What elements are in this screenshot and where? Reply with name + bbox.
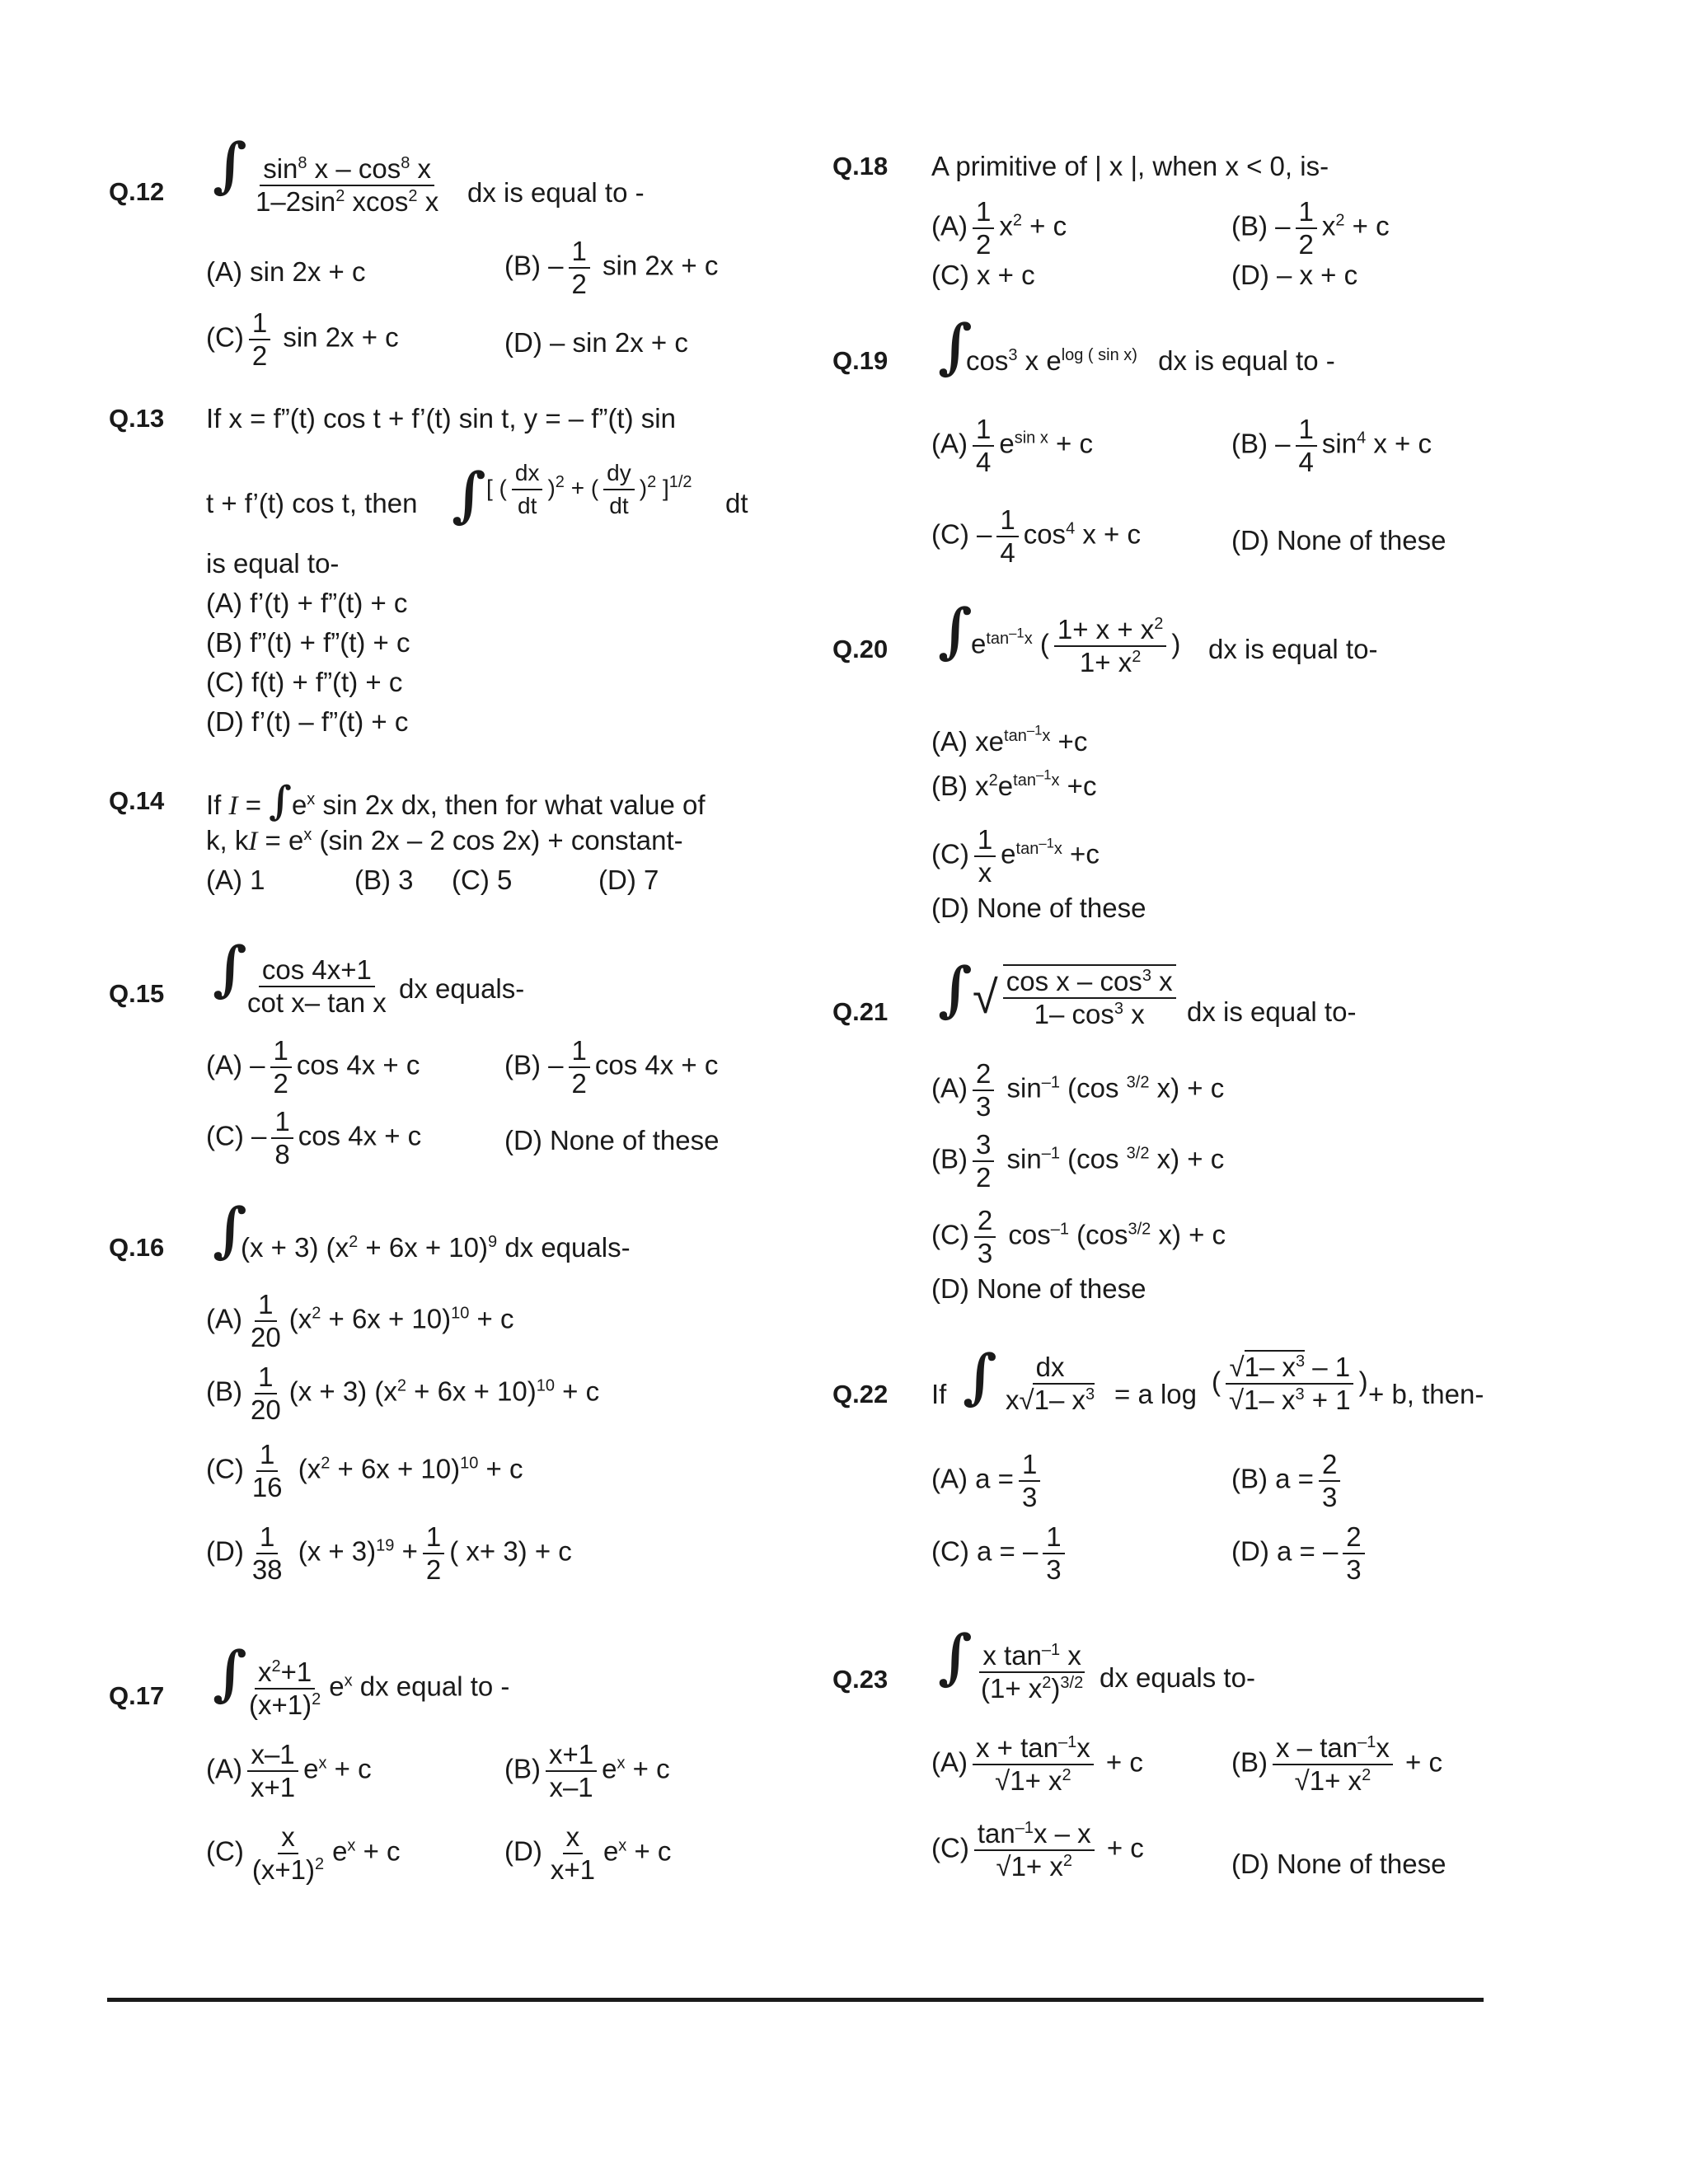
question-number: Q.23 xyxy=(832,1665,889,1694)
page-divider xyxy=(107,1998,1484,2002)
q15-tail: dx equals- xyxy=(399,973,525,1004)
integral-sign: ∫ xyxy=(213,129,247,199)
option-b: (B) f”(t) + f”(t) + c xyxy=(206,627,410,658)
q16-integrand: (x + 3) $(x^2 + 6x + 10)^9$ dx equals- xyxy=(241,1232,631,1263)
q22-tail: + b, then- xyxy=(1368,1379,1484,1409)
option-a: (A) $xe^{tan^{-1}x} +c$ xyxy=(931,722,1088,757)
option-a: (A) – $\frac{1}{2}$ cos 4x + c xyxy=(206,1035,420,1099)
integral-sign: ∫ xyxy=(938,1621,973,1691)
question-number: Q.20 xyxy=(832,635,889,663)
option-c: (C) $\frac{1}{x}$ $e^{tan^{-1}x} +c$ xyxy=(931,824,1100,888)
q20-integrand: $e^{tan^{-1}x}$ ( $\frac{1+ x + x^2}{1+ x^2}$ ) xyxy=(971,614,1181,677)
q14-line2: k, kI = $e^x$ (sin 2x – 2 cos 2x) + constant- xyxy=(206,825,683,856)
option-a: (A) $\frac{1}{4}$ $e^{sin x} + c$ xyxy=(931,414,1093,477)
integral-sign: ∫ xyxy=(213,933,247,1003)
option-c: (C) x + c xyxy=(931,260,1035,290)
option-d: (D) None of these xyxy=(1231,1849,1447,1879)
q22-log-arg: ( $\frac{√1- x^3 - 1}{√1- x^3 + 1}$ ) xyxy=(1212,1352,1368,1415)
option-c: (C) 5 xyxy=(452,865,513,895)
option-a: (A) $\frac{1}{20}$ $(x^2 + 6x + 10)^{10} + c$ xyxy=(206,1289,514,1352)
option-d: (D) a = – $\frac{2}{3}$ xyxy=(1231,1521,1370,1586)
q20-tail: dx is equal to- xyxy=(1208,634,1378,664)
option-d: (D) None of these xyxy=(931,1273,1146,1304)
option-b: (B) $\frac{x+1}{x-1}$ $e^x + c$ xyxy=(504,1739,670,1802)
option-d: (D) None of these xyxy=(504,1125,720,1155)
option-a: (A) $\frac{2}{3}$ $\sin^{-1} (\cos$ $^{3/2}$ x) + c xyxy=(931,1058,1225,1122)
option-a: (A) 1 xyxy=(206,865,265,895)
option-c: (C) $\frac{2}{3}$ $\cos^{-1} (\cos^{3/2}$ x) + c xyxy=(931,1205,1226,1268)
q15-integrand: $\frac{\cos 4x+1}{\text{cot x– tan x}}$ xyxy=(247,954,387,1018)
option-a: (A) f’(t) + f”(t) + c xyxy=(206,588,408,618)
option-b: (B) a = $\frac{2}{3}$ xyxy=(1231,1449,1345,1513)
option-a: (A) $\frac{1}{2}$ $x^2 + c$ xyxy=(931,196,1067,260)
option-d: (D) f’(t) – f”(t) + c xyxy=(206,706,409,737)
q13-line2: t + f’(t) cos t, then xyxy=(206,488,418,518)
q17-integrand: $\frac{x^2+1}{(x+1)^2}$ $e^x$ dx equal to - xyxy=(249,1657,510,1720)
option-d: (D) None of these xyxy=(1231,525,1447,555)
q14-line1: If $I = \int e^x$ sin 2x dx, then for what value of xyxy=(206,778,706,824)
option-d: (D) $\frac{1}{38}$ $(x + 3)^{19}$ + $\frac{1}{2}$ ( x+ 3) + c xyxy=(206,1521,572,1585)
integral-sign: ∫ xyxy=(963,1341,997,1411)
integral-sign: ∫ xyxy=(213,1194,247,1264)
q22-mid: = a log xyxy=(1114,1379,1197,1409)
option-b: (B) $\frac{3}{2}$ $\sin^{-1} (\cos$ $^{3/2}$ x) + c xyxy=(931,1129,1225,1193)
question-number: Q.12 xyxy=(109,177,165,206)
option-d: (D) – sin 2x + c xyxy=(504,327,688,358)
question-number: Q.13 xyxy=(109,404,165,433)
option-c: (C) $\frac{1}{16}$ $(x^2 + 6x + 10)^{10} + c$ xyxy=(206,1439,523,1502)
option-c: (C) f(t) + f”(t) + c xyxy=(206,667,403,697)
question-number: Q.18 xyxy=(832,152,889,180)
option-d: (D) $\frac{x}{x+1}$ $e^x + c$ xyxy=(504,1821,672,1885)
q22-if: If xyxy=(931,1379,947,1409)
q18-text: A primitive of | x |, when x < 0, is- xyxy=(931,151,1329,181)
integral-sign: ∫ xyxy=(452,459,486,529)
question-number: Q.19 xyxy=(832,346,889,375)
option-b: (B) – $\frac{1}{4}$ $\sin^4 x + c$ xyxy=(1231,414,1432,477)
question-number: Q.16 xyxy=(109,1233,165,1262)
option-a: (A) $\frac{x-1}{x+1}$ $e^x + c$ xyxy=(206,1739,372,1802)
option-c: (C) a = – $\frac{1}{3}$ xyxy=(931,1521,1070,1586)
question-number: Q.15 xyxy=(109,979,165,1008)
q12-tail: dx is equal to - xyxy=(467,177,645,208)
option-a: (A) $\frac{x + \tan^{-1}x}{√1+ x^2}$ + c xyxy=(931,1732,1143,1796)
option-d: (D) 7 xyxy=(598,865,659,895)
option-c: (C) – $\frac{1}{4}$ $\cos^4 x + c$ xyxy=(931,504,1141,568)
option-c: (C) – $\frac{1}{8}$ cos 4x + c xyxy=(206,1106,422,1169)
option-d: (D) – x + c xyxy=(1231,260,1358,290)
option-d: (D) None of these xyxy=(931,893,1146,923)
q23-tail: dx equals to- xyxy=(1100,1662,1255,1693)
q13-dt: dt xyxy=(725,488,748,518)
option-b: (B) 3 xyxy=(354,865,414,895)
q21-tail: dx is equal to- xyxy=(1187,996,1357,1027)
option-b: (B) $\frac{x - \tan^{-1}x}{√1+ x^2}$ + c xyxy=(1231,1732,1442,1796)
option-b: (B) – $\frac{1}{2}$ sin 2x + c xyxy=(504,236,719,299)
q23-integrand: $\frac{x \tan^{-1} x}{(1+ x^2)^{3/2}}$ xyxy=(981,1640,1084,1704)
option-a: (A) a = $\frac{1}{3}$ xyxy=(931,1449,1045,1513)
option-c: (C) $\frac{1}{2}$ sin 2x + c xyxy=(206,307,399,371)
q21-integrand: √ $\frac{\cos x - \cos^3 x}{1- \cos^3 x}$ xyxy=(973,964,1181,1030)
q22-integrand: $\frac{dx}{x√1- x^3}$ xyxy=(1006,1352,1095,1415)
question-number: Q.14 xyxy=(109,786,165,815)
option-b: (B) $\frac{1}{20}$ (x + 3) $(x^2 + 6x + 10)^{10} + c$ xyxy=(206,1361,600,1425)
q13-line3: is equal to- xyxy=(206,548,340,579)
integral-sign: ∫ xyxy=(938,954,973,1024)
question-number: Q.21 xyxy=(832,997,889,1026)
question-number: Q.22 xyxy=(832,1380,889,1408)
q19-integrand: $\cos^3 x$ $e^{log ( sin x)}$ dx is equal to - xyxy=(966,345,1335,376)
integral-sign: ∫ xyxy=(213,1638,247,1708)
option-b: (B) – $\frac{1}{2}$ $x^2 + c$ xyxy=(1231,196,1390,260)
option-b: (B) $x^2e^{tan^{-1}x} +c$ xyxy=(931,766,1097,801)
option-a: (A) sin 2x + c xyxy=(206,256,366,287)
question-number: Q.17 xyxy=(109,1681,165,1710)
q12-integrand: $\frac{\sin^8 x - \cos^8 x}{1-2\sin^2 xcos^2 x}$ xyxy=(256,153,439,217)
q13-integrand: [ ( $\frac{dx}{dt}$ )$^2$ + ( $\frac{dy}{dt}$ )$^2$ ]$^{1/2}$ xyxy=(486,457,692,522)
integral-sign: ∫ xyxy=(938,311,973,381)
integral-sign: ∫ xyxy=(938,595,973,665)
option-c: (C) $\frac{x}{(x+1)^2}$ $e^x + c$ xyxy=(206,1821,401,1885)
q13-line1: If x = f”(t) cos t + f’(t) sin t, y = – f”(t) sin xyxy=(206,403,676,434)
option-b: (B) – $\frac{1}{2}$ cos 4x + c xyxy=(504,1035,719,1099)
option-c: (C) $\frac{\tan^{-1}x - x}{√1+ x^2}$ + c xyxy=(931,1818,1144,1882)
